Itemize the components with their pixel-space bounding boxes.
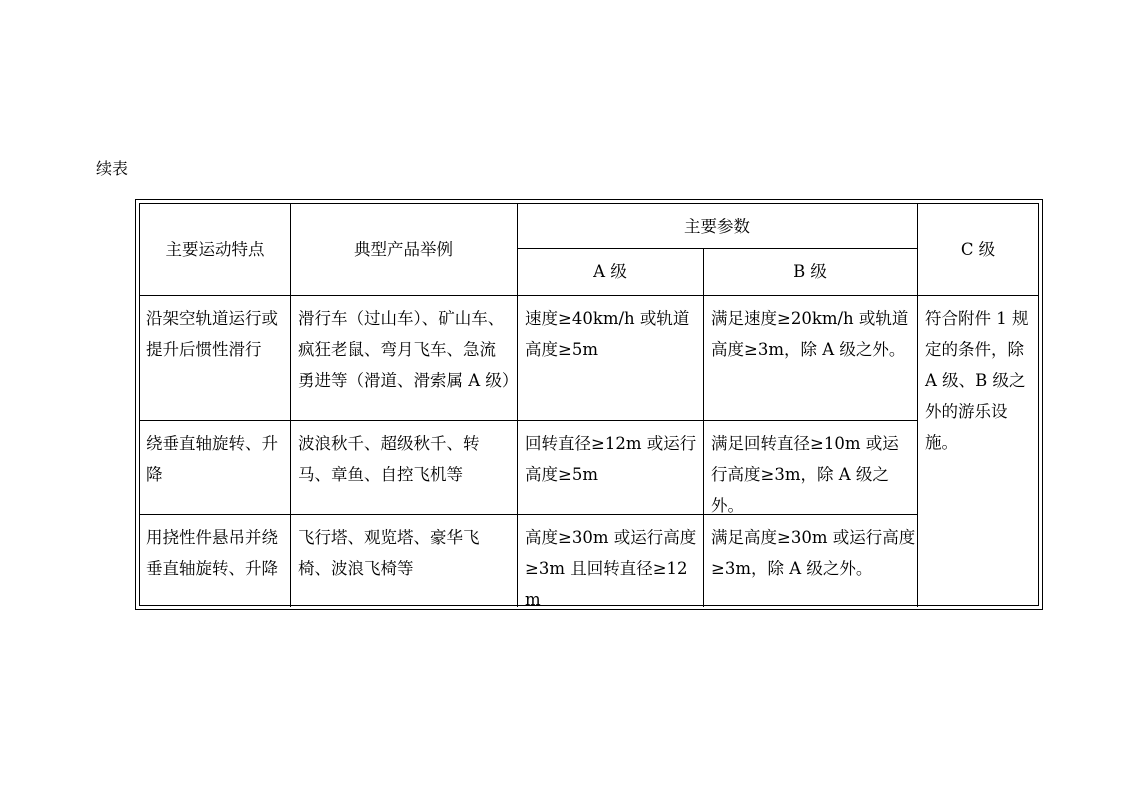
header-c-level: C 级 bbox=[960, 240, 996, 259]
row3-b-value: 满足高度≥30m 或运行高度≥3m，除 A 级之外。 bbox=[711, 528, 916, 578]
c-level-description: 符合附件 1 规定的条件，除 A 级、B 级之外的游乐设施。 bbox=[925, 309, 1030, 452]
row1-product: 滑行车（过山车）、矿山车、疯狂老鼠、弯月飞车、急流勇进等（滑道、滑索属 A 级） bbox=[298, 309, 519, 390]
row2-product: 波浪秋千、超级秋千、转马、章鱼、自控飞机等 bbox=[298, 434, 480, 484]
classification-table bbox=[135, 199, 1043, 610]
table-caption: 续表 bbox=[96, 159, 129, 178]
row3-motion: 用挠性件悬吊并绕垂直轴旋转、升降 bbox=[146, 528, 278, 578]
row1-a-value: 速度≥40km/h 或轨道高度≥5m bbox=[525, 309, 690, 359]
row2-motion: 绕垂直轴旋转、升降 bbox=[146, 434, 278, 484]
header-product: 典型产品举例 bbox=[354, 240, 453, 259]
row-divider-1 bbox=[140, 420, 917, 421]
col-divider-3 bbox=[703, 248, 704, 607]
row3-a-value: 高度≥30m 或运行高度≥3m 且回转直径≥12m bbox=[525, 528, 697, 609]
table-inner-frame bbox=[139, 203, 1039, 609]
row1-b-value: 满足速度≥20km/h 或轨道高度≥3m，除 A 级之外。 bbox=[711, 309, 909, 359]
header-b-level: B 级 bbox=[793, 262, 827, 281]
row-divider-header bbox=[140, 295, 1039, 296]
row1-motion: 沿架空轨道运行或提升后惯性滑行 bbox=[146, 309, 278, 359]
header-main-params: 主要参数 bbox=[684, 216, 750, 236]
row2-a-value: 回转直径≥12m 或运行高度≥5m bbox=[525, 434, 697, 484]
header-motion: 主要运动特点 bbox=[165, 240, 265, 259]
row2-b-value: 满足回转直径≥10m 或运行高度≥3m，除 A 级之外。 bbox=[711, 434, 899, 515]
row3-product: 飞行塔、观览塔、豪华飞椅、波浪飞椅等 bbox=[298, 528, 480, 578]
header-a-level: A 级 bbox=[593, 262, 627, 281]
